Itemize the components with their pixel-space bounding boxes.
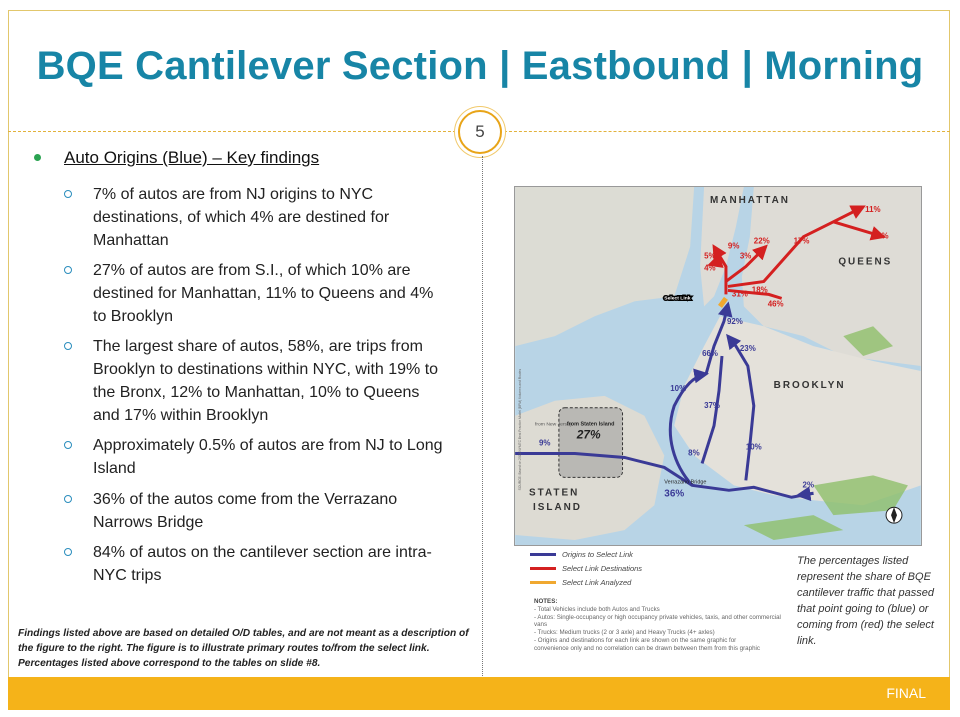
finding-item: The largest share of autos, 58%, are trips from Brooklyn to destinations within NYC, with 19% to the Bronx, 12% to Manhattan, 10% to Queens and 17% within Brooklyn bbox=[64, 335, 444, 427]
finding-item: 27% of autos are from S.I., of which 10% are destined for Manhattan, 11% to Queens and 4% to Brooklyn bbox=[64, 259, 444, 328]
blue-pct-label: 23% bbox=[739, 344, 756, 354]
circle-bullet-icon bbox=[64, 342, 72, 350]
select-link-label: Select Link bbox=[664, 296, 691, 302]
finding-item: 36% of the autos come from the Verrazano Narrows Bridge bbox=[64, 488, 444, 534]
map-label-queens: QUEENS bbox=[838, 256, 893, 268]
red-pct-label: 18% bbox=[751, 285, 768, 295]
verrazano-label: Verrazano Bridge bbox=[664, 479, 707, 486]
circle-bullet-icon bbox=[64, 548, 72, 556]
red-pct-label: 6% bbox=[877, 231, 889, 241]
map-label-staten: STATEN bbox=[529, 487, 580, 499]
finding-item: Approximately 0.5% of autos are from NJ to Long Island bbox=[64, 434, 444, 480]
legend-swatch-orange bbox=[530, 581, 556, 584]
map-caption: The percentages listed represent the share of BQE cantilever traffic that passed that point going to (blue) or coming from (red) the select link. bbox=[797, 555, 934, 647]
circle-bullet-icon bbox=[64, 190, 72, 198]
column-divider bbox=[482, 156, 483, 676]
slide-title: BQE Cantilever Section | Eastbound | Morning bbox=[36, 44, 924, 88]
red-pct-label: 9% bbox=[727, 241, 740, 251]
staten-box-value: 27% bbox=[576, 427, 601, 442]
red-pct-label: 11% bbox=[865, 204, 881, 214]
blue-pct-label: 37% bbox=[704, 400, 720, 410]
blue-pct-label: 9% bbox=[539, 438, 551, 448]
red-pct-label: 17% bbox=[793, 236, 810, 246]
red-pct-label: 4% bbox=[704, 263, 716, 273]
red-pct-label: 31% bbox=[731, 289, 748, 299]
circle-bullet-icon bbox=[64, 495, 72, 503]
blue-pct-label: 10% bbox=[745, 442, 762, 452]
finding-item: 7% of autos are from NJ origins to NYC destinations, of which 4% are destined for Manhattan bbox=[64, 183, 444, 252]
slide-number-badge: 5 bbox=[458, 110, 502, 154]
footnote: Findings listed above are based on detailed O/D tables, and are not meant as a description of the figure to the right. The figure is to illustrate primary routes to/from the select link. Percentages listed above correspond to the tables on slide #8. bbox=[18, 628, 469, 669]
footer-bar bbox=[8, 677, 950, 710]
map-notes: NOTES: - Total Vehicles include both Autos and Trucks - Autos: Single-occupancy or high occupancy private vehicles, taxis, and other commercial vans - Trucks: Medium trucks (2 or 3 axle) and Heavy Trucks (4+ axles) - Origins and destinations for each link are shown on the same graphic for convenience only and no correlation can be drawn between them from this graphic bbox=[534, 598, 781, 652]
divider-left bbox=[8, 131, 456, 132]
staten-island-origin-box bbox=[559, 408, 623, 478]
blue-pct-label: 92% bbox=[726, 317, 743, 327]
blue-pct-label: 66% bbox=[702, 349, 718, 359]
blue-pct-label: 8% bbox=[688, 448, 700, 458]
map-label-brooklyn: BROOKLYN bbox=[773, 379, 846, 391]
route-map bbox=[514, 186, 922, 546]
green-bullet-icon bbox=[34, 154, 41, 161]
map-label-island: ISLAND bbox=[533, 502, 582, 514]
final-label: FINAL bbox=[886, 685, 926, 701]
legend-swatch-red bbox=[530, 567, 556, 570]
map-source-note: SOURCE: Based on 2019 NYMTC Best Practice Model (BPM) Volumes and Routes bbox=[518, 368, 523, 491]
red-pct-label: 3% bbox=[739, 251, 752, 261]
finding-item: 84% of autos on the cantilever section are intra-NYC trips bbox=[64, 541, 444, 587]
map-label-new-jersey: from New Jersey bbox=[535, 422, 573, 428]
red-pct-label: 22% bbox=[753, 236, 770, 246]
legend-swatch-blue bbox=[530, 553, 556, 556]
red-pct-label: 46% bbox=[767, 299, 784, 309]
map-label-manhattan: MANHATTAN bbox=[710, 194, 790, 206]
red-pct-label: 5% bbox=[704, 251, 716, 261]
circle-bullet-icon bbox=[64, 441, 72, 449]
blue-route bbox=[799, 493, 814, 495]
staten-box-label: from Staten Island bbox=[566, 421, 615, 428]
blue-pct-label: 2% bbox=[802, 480, 815, 490]
blue-pct-label: 10% bbox=[670, 383, 687, 393]
circle-bullet-icon bbox=[64, 266, 72, 274]
divider-right bbox=[504, 131, 950, 132]
verrazano-value: 36% bbox=[664, 488, 685, 500]
heading-text: Auto Origins (Blue) – Key findings bbox=[64, 148, 320, 167]
